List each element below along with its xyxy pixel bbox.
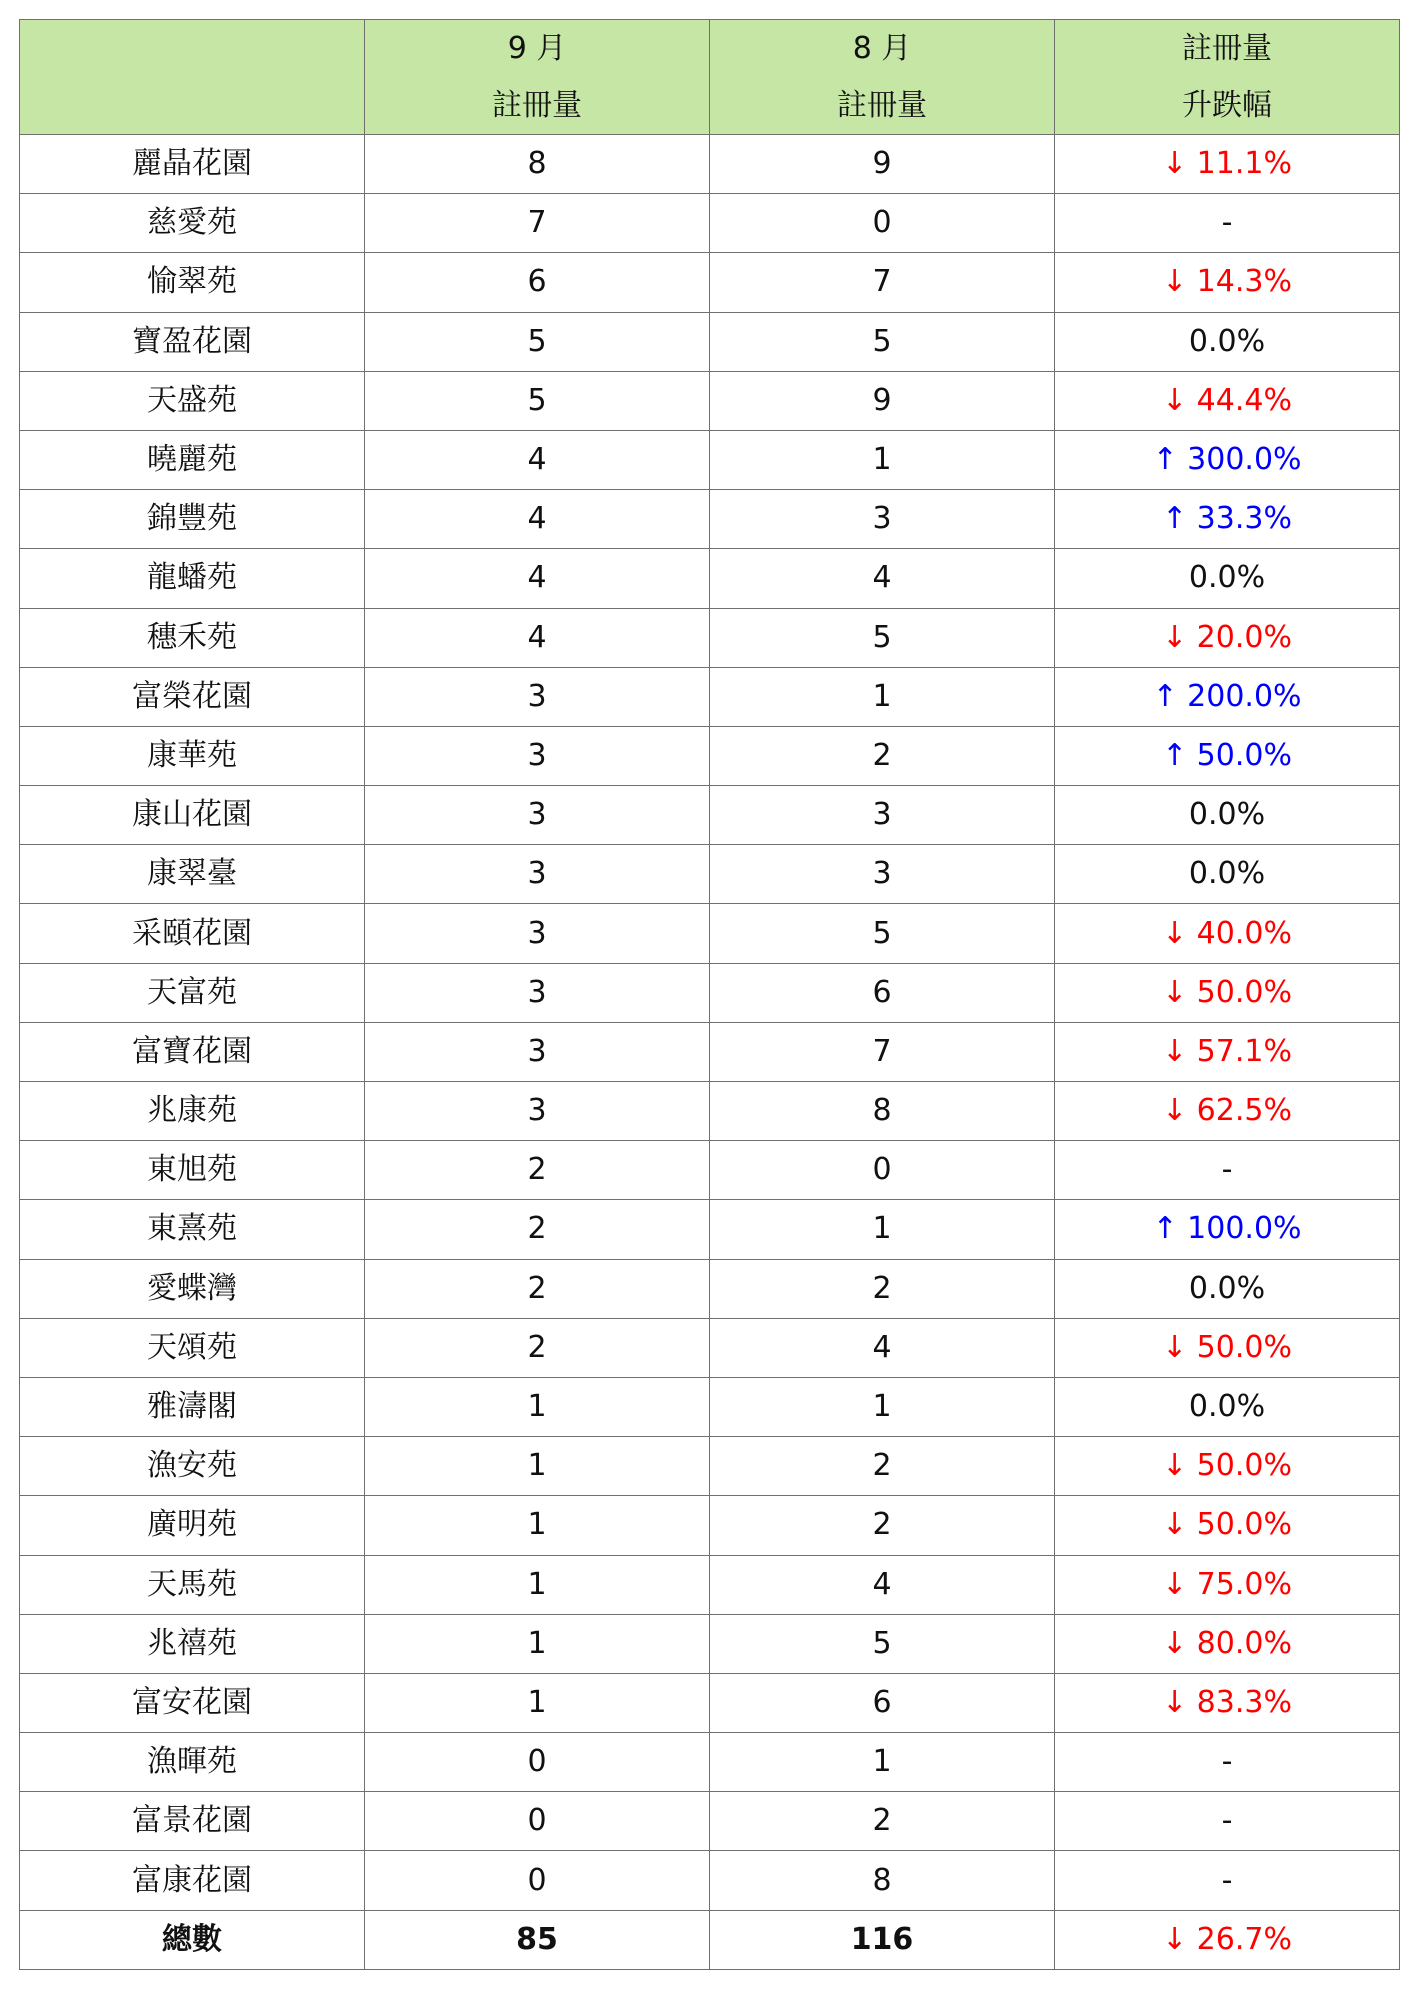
change-percent-cell: ↓ 11.1% (1055, 135, 1400, 194)
estate-name-cell: 曉麗苑 (20, 430, 365, 489)
change-percent-cell: ↓ 57.1% (1055, 1022, 1400, 1081)
change-percent-cell: 0.0% (1055, 1377, 1400, 1436)
estate-name-cell: 麗晶花園 (20, 135, 365, 194)
september-count-cell: 3 (365, 963, 710, 1022)
august-count-cell: 3 (710, 490, 1055, 549)
september-count-cell: 3 (365, 1082, 710, 1141)
august-count-cell: 1 (710, 430, 1055, 489)
august-count-cell: 2 (710, 1496, 1055, 1555)
change-percent-cell: ↑ 33.3% (1055, 490, 1400, 549)
change-percent-cell: 0.0% (1055, 1259, 1400, 1318)
estate-name-cell: 富景花園 (20, 1792, 365, 1851)
august-count-cell: 8 (710, 1082, 1055, 1141)
estate-name-cell: 兆禧苑 (20, 1614, 365, 1673)
header-august-registrations (710, 20, 1055, 135)
august-count-cell: 6 (710, 963, 1055, 1022)
change-percent-cell: ↓ 80.0% (1055, 1614, 1400, 1673)
august-count-cell: 4 (710, 549, 1055, 608)
september-count-cell: 1 (365, 1437, 710, 1496)
change-percent-cell: - (1055, 1733, 1400, 1792)
september-count-cell: 4 (365, 490, 710, 549)
estate-name-cell: 天富苑 (20, 963, 365, 1022)
table-row (20, 1377, 1400, 1436)
table-row (20, 1733, 1400, 1792)
table-row (20, 253, 1400, 312)
september-count-cell: 2 (365, 1200, 710, 1259)
estate-name-cell: 寶盈花園 (20, 312, 365, 371)
table-header (20, 20, 1400, 135)
august-count-cell: 9 (710, 135, 1055, 194)
change-percent-cell: - (1055, 1792, 1400, 1851)
september-count-cell: 3 (365, 845, 710, 904)
august-count-cell: 3 (710, 786, 1055, 845)
august-count-cell: 2 (710, 726, 1055, 785)
august-count-cell: 7 (710, 253, 1055, 312)
september-count-cell: 5 (365, 312, 710, 371)
table-row (20, 549, 1400, 608)
table-row (20, 135, 1400, 194)
estate-name-cell: 慈愛苑 (20, 194, 365, 253)
august-count-cell: 1 (710, 1377, 1055, 1436)
september-count-cell: 4 (365, 549, 710, 608)
september-count-cell: 2 (365, 1259, 710, 1318)
total-august-count-cell: 116 (710, 1910, 1055, 1969)
table-row (20, 430, 1400, 489)
change-percent-cell: 0.0% (1055, 845, 1400, 904)
september-count-cell: 6 (365, 253, 710, 312)
august-count-cell: 4 (710, 1318, 1055, 1377)
table-row (20, 726, 1400, 785)
september-count-cell: 1 (365, 1555, 710, 1614)
september-count-cell: 3 (365, 786, 710, 845)
august-count-cell: 0 (710, 1141, 1055, 1200)
header-august-line2: 註冊量 (837, 88, 927, 123)
change-percent-cell: 0.0% (1055, 312, 1400, 371)
table-row (20, 786, 1400, 845)
table-row (20, 1141, 1400, 1200)
estate-name-cell: 東旭苑 (20, 1141, 365, 1200)
header-september-line2: 註冊量 (492, 88, 582, 123)
registration-table (19, 19, 1400, 1970)
august-count-cell: 5 (710, 1614, 1055, 1673)
header-change-line1: 註冊量 (1182, 31, 1272, 66)
table-body (20, 135, 1400, 1970)
header-registration-change (1055, 20, 1400, 135)
registration-table-sheet (19, 19, 1399, 1979)
table-row (20, 1022, 1400, 1081)
change-percent-cell: ↓ 50.0% (1055, 963, 1400, 1022)
estate-name-cell: 天盛苑 (20, 371, 365, 430)
header-change-line2: 升跌幅 (1182, 88, 1272, 123)
estate-name-cell: 愉翠苑 (20, 253, 365, 312)
estate-name-cell: 采頤花園 (20, 904, 365, 963)
august-count-cell: 1 (710, 1200, 1055, 1259)
change-percent-cell: ↑ 100.0% (1055, 1200, 1400, 1259)
table-row (20, 194, 1400, 253)
estate-name-cell: 漁安苑 (20, 1437, 365, 1496)
september-count-cell: 4 (365, 608, 710, 667)
table-row (20, 1851, 1400, 1910)
september-count-cell: 1 (365, 1496, 710, 1555)
august-count-cell: 0 (710, 194, 1055, 253)
table-row (20, 1259, 1400, 1318)
change-percent-cell: ↓ 50.0% (1055, 1496, 1400, 1555)
change-percent-cell: - (1055, 194, 1400, 253)
estate-name-cell: 康山花園 (20, 786, 365, 845)
september-count-cell: 2 (365, 1318, 710, 1377)
header-row (20, 20, 1400, 135)
change-percent-cell: - (1055, 1141, 1400, 1200)
table-row (20, 1555, 1400, 1614)
estate-name-cell: 富寶花園 (20, 1022, 365, 1081)
change-percent-cell: ↓ 62.5% (1055, 1082, 1400, 1141)
total-change-percent-cell: ↓ 26.7% (1055, 1910, 1400, 1969)
august-count-cell: 2 (710, 1437, 1055, 1496)
estate-name-cell: 兆康苑 (20, 1082, 365, 1141)
table-row (20, 1614, 1400, 1673)
change-percent-cell: ↓ 50.0% (1055, 1437, 1400, 1496)
estate-name-cell: 康翠臺 (20, 845, 365, 904)
table-row (20, 1496, 1400, 1555)
change-percent-cell: ↓ 14.3% (1055, 253, 1400, 312)
august-count-cell: 5 (710, 608, 1055, 667)
table-row (20, 312, 1400, 371)
table-row (20, 667, 1400, 726)
august-count-cell: 2 (710, 1792, 1055, 1851)
table-row (20, 1200, 1400, 1259)
change-percent-cell: 0.0% (1055, 549, 1400, 608)
september-count-cell: 0 (365, 1792, 710, 1851)
september-count-cell: 4 (365, 430, 710, 489)
september-count-cell: 5 (365, 371, 710, 430)
september-count-cell: 1 (365, 1614, 710, 1673)
table-row (20, 845, 1400, 904)
august-count-cell: 1 (710, 1733, 1055, 1792)
change-percent-cell: ↑ 200.0% (1055, 667, 1400, 726)
estate-name-cell: 富安花園 (20, 1673, 365, 1732)
change-percent-cell: 0.0% (1055, 786, 1400, 845)
table-row (20, 904, 1400, 963)
estate-name-cell: 錦豐苑 (20, 490, 365, 549)
estate-name-cell: 穗禾苑 (20, 608, 365, 667)
change-percent-cell: ↓ 83.3% (1055, 1673, 1400, 1732)
total-row (20, 1910, 1400, 1969)
august-count-cell: 6 (710, 1673, 1055, 1732)
table-row (20, 490, 1400, 549)
august-count-cell: 4 (710, 1555, 1055, 1614)
estate-name-cell: 雅濤閣 (20, 1377, 365, 1436)
change-percent-cell: ↓ 20.0% (1055, 608, 1400, 667)
change-percent-cell: ↑ 50.0% (1055, 726, 1400, 785)
change-percent-cell: ↓ 50.0% (1055, 1318, 1400, 1377)
change-percent-cell: - (1055, 1851, 1400, 1910)
september-count-cell: 0 (365, 1851, 710, 1910)
estate-name-cell: 廣明苑 (20, 1496, 365, 1555)
estate-name-cell: 富康花園 (20, 1851, 365, 1910)
estate-name-cell: 漁暉苑 (20, 1733, 365, 1792)
header-september-registrations (365, 20, 710, 135)
august-count-cell: 5 (710, 312, 1055, 371)
august-count-cell: 7 (710, 1022, 1055, 1081)
change-percent-cell: ↓ 40.0% (1055, 904, 1400, 963)
september-count-cell: 1 (365, 1673, 710, 1732)
total-estate-name-cell: 總數 (20, 1910, 365, 1969)
header-estate-name (20, 20, 365, 135)
change-percent-cell: ↓ 44.4% (1055, 371, 1400, 430)
estate-name-cell: 愛蝶灣 (20, 1259, 365, 1318)
august-count-cell: 1 (710, 667, 1055, 726)
august-count-cell: 3 (710, 845, 1055, 904)
september-count-cell: 3 (365, 726, 710, 785)
september-count-cell: 0 (365, 1733, 710, 1792)
august-count-cell: 2 (710, 1259, 1055, 1318)
estate-name-cell: 康華苑 (20, 726, 365, 785)
estate-name-cell: 天頌苑 (20, 1318, 365, 1377)
september-count-cell: 3 (365, 904, 710, 963)
table-row (20, 963, 1400, 1022)
august-count-cell: 5 (710, 904, 1055, 963)
table-row (20, 1082, 1400, 1141)
table-row (20, 1673, 1400, 1732)
estate-name-cell: 龍蟠苑 (20, 549, 365, 608)
header-september-line1: 9 月 (507, 31, 567, 66)
august-count-cell: 9 (710, 371, 1055, 430)
september-count-cell: 8 (365, 135, 710, 194)
change-percent-cell: ↑ 300.0% (1055, 430, 1400, 489)
change-percent-cell: ↓ 75.0% (1055, 1555, 1400, 1614)
table-row (20, 371, 1400, 430)
table-row (20, 608, 1400, 667)
september-count-cell: 1 (365, 1377, 710, 1436)
table-row (20, 1792, 1400, 1851)
august-count-cell: 8 (710, 1851, 1055, 1910)
september-count-cell: 2 (365, 1141, 710, 1200)
estate-name-cell: 東熹苑 (20, 1200, 365, 1259)
september-count-cell: 3 (365, 1022, 710, 1081)
estate-name-cell: 富榮花園 (20, 667, 365, 726)
estate-name-cell: 天馬苑 (20, 1555, 365, 1614)
september-count-cell: 7 (365, 194, 710, 253)
header-august-line1: 8 月 (852, 31, 912, 66)
september-count-cell: 3 (365, 667, 710, 726)
table-row (20, 1318, 1400, 1377)
total-september-count-cell: 85 (365, 1910, 710, 1969)
table-row (20, 1437, 1400, 1496)
